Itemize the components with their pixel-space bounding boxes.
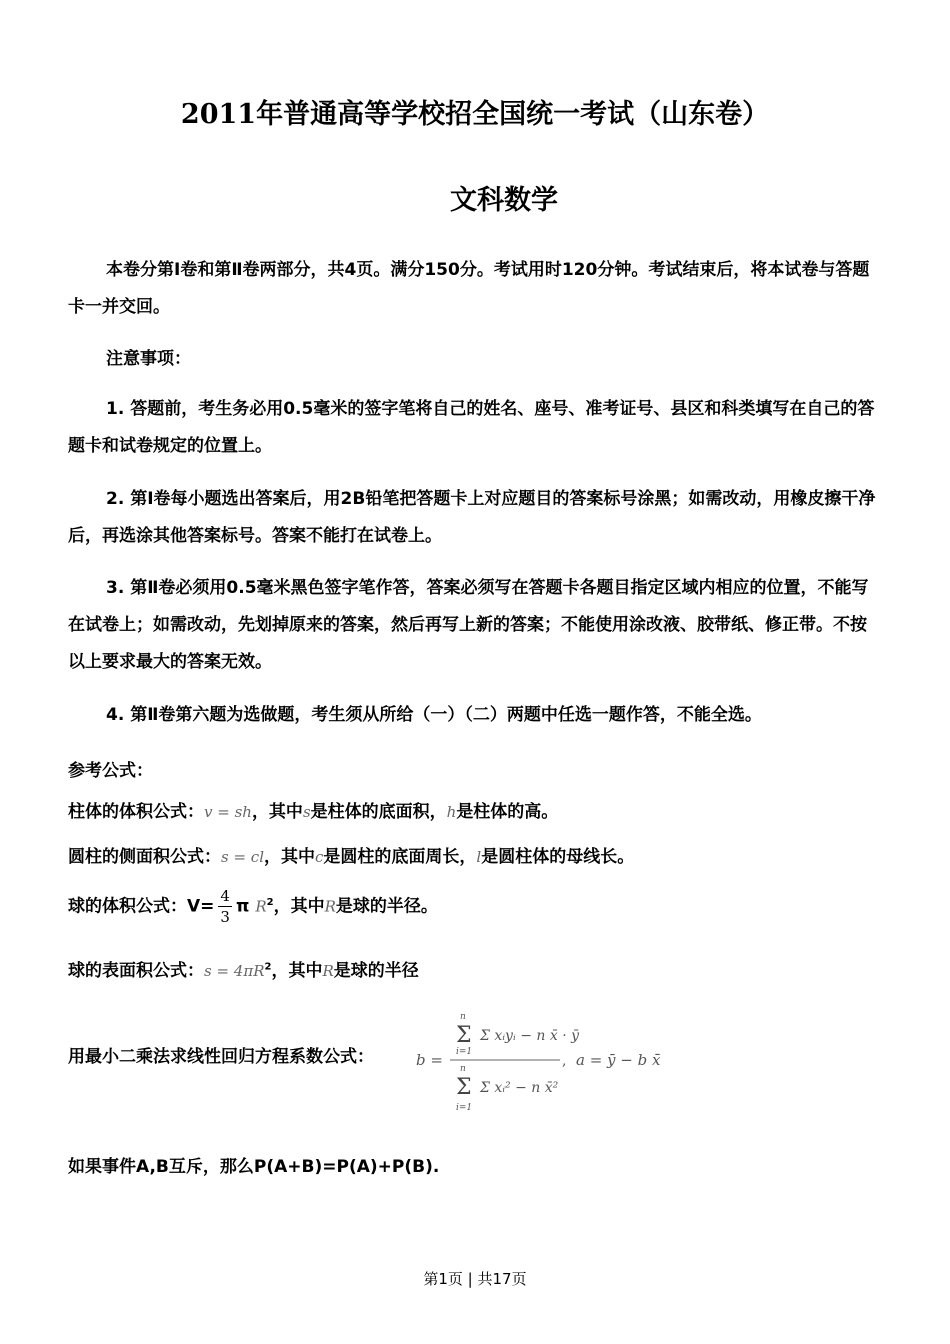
regression-separator: , [562,1053,567,1069]
notice-item-1: 1. 答题前，考生务必用0.5毫米的签字笔将自己的姓名、座号、准考证号、县区和科类填写在自己的答题卡和试卷规定的位置上。 [68,399,875,456]
formula-variable: R [324,897,336,916]
sum-lower-numerator: i=1 [456,1047,473,1057]
regression-a: a = ȳ − b x̄ [576,1051,661,1069]
formula-regression-label: 用最小二乘法求线性回归方程系数公式： [68,1047,374,1067]
formula-text: 是柱体的底面积， [310,802,447,822]
formula-text: 是球的半径。 [335,896,438,917]
notice-item-4: 4. 第Ⅱ卷第六题为选做题，考生须从所给（一）（二）两题中任选一题作答，不能全选。 [106,705,762,725]
sum-upper-numerator: n [460,1012,466,1022]
formula-exponent: 2 [264,961,272,973]
fraction-numerator: 4 [220,887,230,905]
fraction [218,886,232,927]
formula-text: ，其中 [273,896,325,917]
formula-text: 是柱体的高。 [456,802,559,822]
formula-expression: s = 4π [204,962,254,980]
formula-label: 球的体积公式：V= [68,896,215,917]
page-footer: 第1页 | 共17页 [423,1270,527,1288]
sigma-numerator: Σ [456,1023,472,1048]
formula-exponent: 2 [266,896,274,908]
document-title: 2011年普通高等学校招全国统一考试（山东卷） [180,99,770,130]
formula-cylinder-area [68,842,634,867]
intro-paragraph: 本卷分第Ⅰ卷和第Ⅱ卷两部分，共4页。满分150分。考试用时120分钟。考试结束后，将本试卷与答题卡一并交回。 [68,260,870,317]
formula-expression: s = cl [221,848,265,866]
document-subtitle: 文科数学 [450,185,558,216]
formula-variable: l [476,848,482,866]
formula-sphere-surface [68,956,419,981]
regression-denominator: Σ xᵢ² − n x̄² [480,1080,559,1096]
notice-item-2: 2. 第Ⅰ卷每小题选出答案后，用2B铅笔把答题卡上对应题目的答案标号涂黑；如需改动，用橡皮擦干净后，再选涂其他答案标号。答案不能打在试卷上。 [68,489,876,546]
formula-variable: R [253,962,265,980]
sum-upper-denominator: n [460,1064,466,1074]
regression-numerator: Σ xᵢyᵢ − n x̄ · ȳ [480,1028,580,1044]
notice-heading: 注意事项： [106,349,191,369]
formula-heading: 参考公式： [68,761,153,781]
sum-lower-denominator: i=1 [456,1103,473,1113]
formula-text: ，其中 [264,847,316,867]
formula-mutually-exclusive: 如果事件A,B互斥，那么P(A+B)=P(A)+P(B). [68,1157,440,1177]
formula-variable: s [302,803,311,821]
notice-item-3: 3. 第Ⅱ卷必须用0.5毫米黑色签字笔作答，答案必须写在答题卡各题目指定区域内相应的位置，不能写在试卷上；如需改动，先划掉原来的答案，然后再写上新的答案；不能使用涂改液、胶带纸、修正带。不按以上要求最大的答案无效。 [68,578,869,672]
formula-label: 圆柱的侧面积公式： [68,847,221,867]
formula-expression: v = sh [204,803,252,821]
formula-variable: R [255,897,267,916]
formula-variable: R [322,962,334,980]
formula-sphere-volume [68,886,438,927]
formula-text: 是圆柱的底面周长， [323,847,477,867]
formula-label: 柱体的体积公式： [68,802,204,822]
fraction-denominator: 3 [220,908,230,926]
regression-b: b = [416,1051,443,1069]
sigma-denominator: Σ [456,1075,472,1100]
formula-text: ，其中 [251,802,303,822]
pi-symbol: π [235,896,250,917]
formula-text: ，其中 [271,961,323,981]
formula-label: 球的表面积公式： [68,961,204,981]
formula-variable: h [446,803,457,821]
formula-text: 是球的半径 [333,961,419,981]
formula-text: 是圆柱体的母线长。 [481,847,635,867]
regression-formula [410,1008,670,1120]
formula-prism-volume [68,797,558,822]
formula-variable: c [315,848,324,866]
